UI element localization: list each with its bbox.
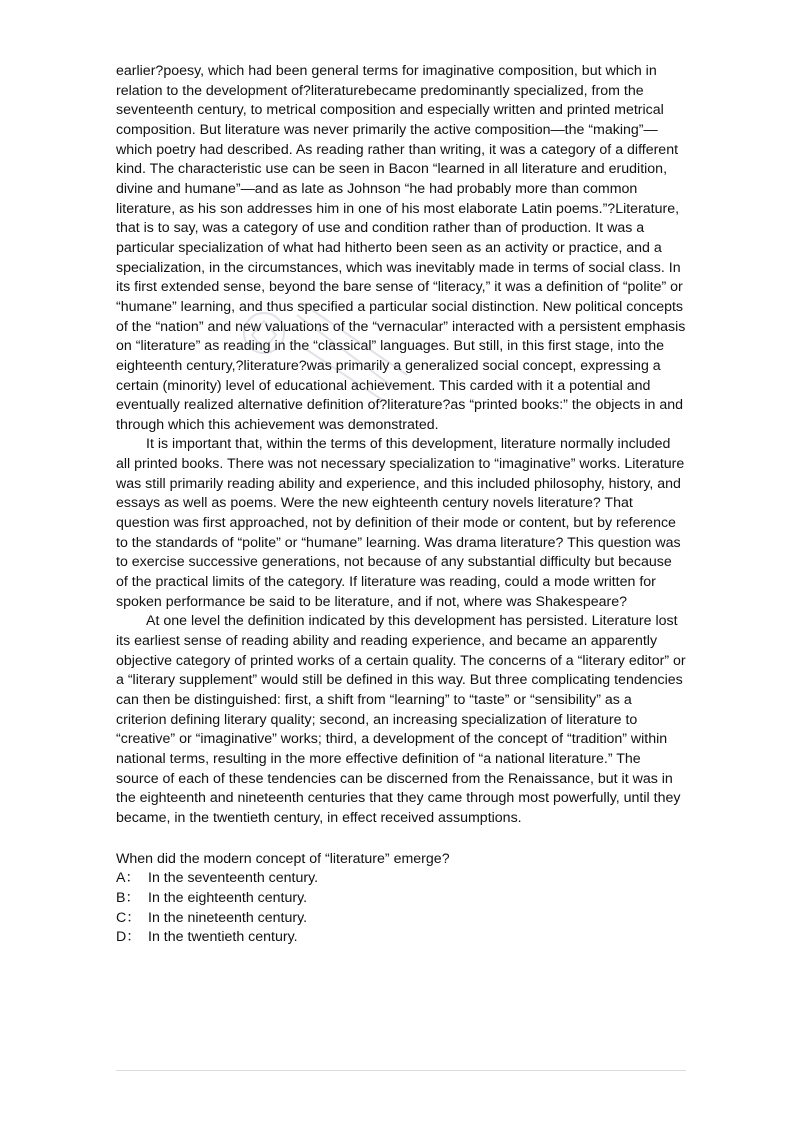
passage-paragraph-1: earlier?poesy, which had been general terms for imaginative composition, but which in relation to the development of?literaturebecame predominantly specialized, from the seventeenth century, to metrical composition and especially written and printed metrical composition. But literature was never primarily the active composition—the “making”—which poetry had described. As reading rather than writing, it was a category of a different kind. The characteristic use can be seen in Bacon “learned in all literature and erudition, divine and humane”—and as late as Johnson “he had probably more than common literature, as his son addresses him in one of his most elaborate Latin poems.”?Literature, that is to say, was a category of use and condition rather than of production. It was a particular specialization of what had hitherto been seen as an activity or practice, and a specialization, in the circumstances, which was inevitably made in terms of social class. In its first extended sense, beyond the bare sense of “literacy,” it was a definition of “polite” or “humane” learning, and thus specified a particular social distinction. New political concepts of the “nation” and new valuations of the “vernacular” interacted with a persistent emphasis on “literature” as reading in the “classical” languages. But still, in this first stage, into the eighteenth century,?literature?was primarily a generalized social concept, expressing a certain (minority) level of educational achievement. This carded with it a potential and eventually realized alternative definition of?literature?as “printed books:” the objects in and through which this achievement was demonstrated.	[116, 63, 686, 433]
option-d-letter: D：	[116, 929, 141, 946]
option-b-letter: B：	[116, 889, 140, 906]
option-b[interactable]	[116, 889, 686, 909]
passage-paragraph-2: It is important that, within the terms of this development, literature normally included all printed books. There was not necessary specialization to “imaginative” works. Literature was still primarily reading ability and experience, and this included philosophy, history, and essays as well as poems. Were the new eighteenth century novels literature? That question was first approached, not by definition of their mode or content, but by reference to the standards of “polite” or “humane” learning. Was drama literature? This question was to exercise successive generations, not because of any substantial difficulty but because of the practical limits of the category. If literature was reading, could a mode written for spoken performance be said to be literature, and if not, where was Shakespeare?	[116, 436, 685, 610]
option-d-text: In the twentieth century.	[148, 929, 298, 946]
answer-options	[116, 869, 686, 948]
option-c-text: In the nineteenth century.	[148, 909, 308, 926]
option-c[interactable]	[116, 909, 686, 929]
page-bottom-divider	[116, 1070, 686, 1071]
option-a-letter: A：	[116, 870, 140, 887]
document-page	[116, 62, 686, 948]
option-a[interactable]	[116, 869, 686, 889]
question-text: When did the modern concept of “literature” emerge?	[116, 850, 450, 867]
option-b-text: In the eighteenth century.	[148, 889, 308, 906]
passage-paragraph-3: At one level the definition indicated by this development has persisted. Literature lost its earliest sense of reading ability and reading experience, and became an apparently objective category of printed works of a certain quality. The concerns of a “literary editor” or a “literary supplement” would still be defined in this way. But three complicating tendencies can then be distinguished: first, a shift from “learning” to “taste” or “sensibility” as a criterion defining literary quality; second, an increasing specialization of literature to “creative” or “imaginative” works; third, a development of the concept of “tradition” within national terms, resulting in the more effective definition of “a national literature.” The source of each of these tendencies can be discerned from the Renaissance, but it was in the eighteenth and nineteenth centuries that they came through most powerfully, until they became, in the twentieth century, in effect received assumptions.	[116, 613, 686, 826]
option-a-text: In the seventeenth century.	[148, 870, 319, 887]
option-d[interactable]	[116, 928, 686, 948]
option-c-letter: C：	[116, 909, 141, 926]
